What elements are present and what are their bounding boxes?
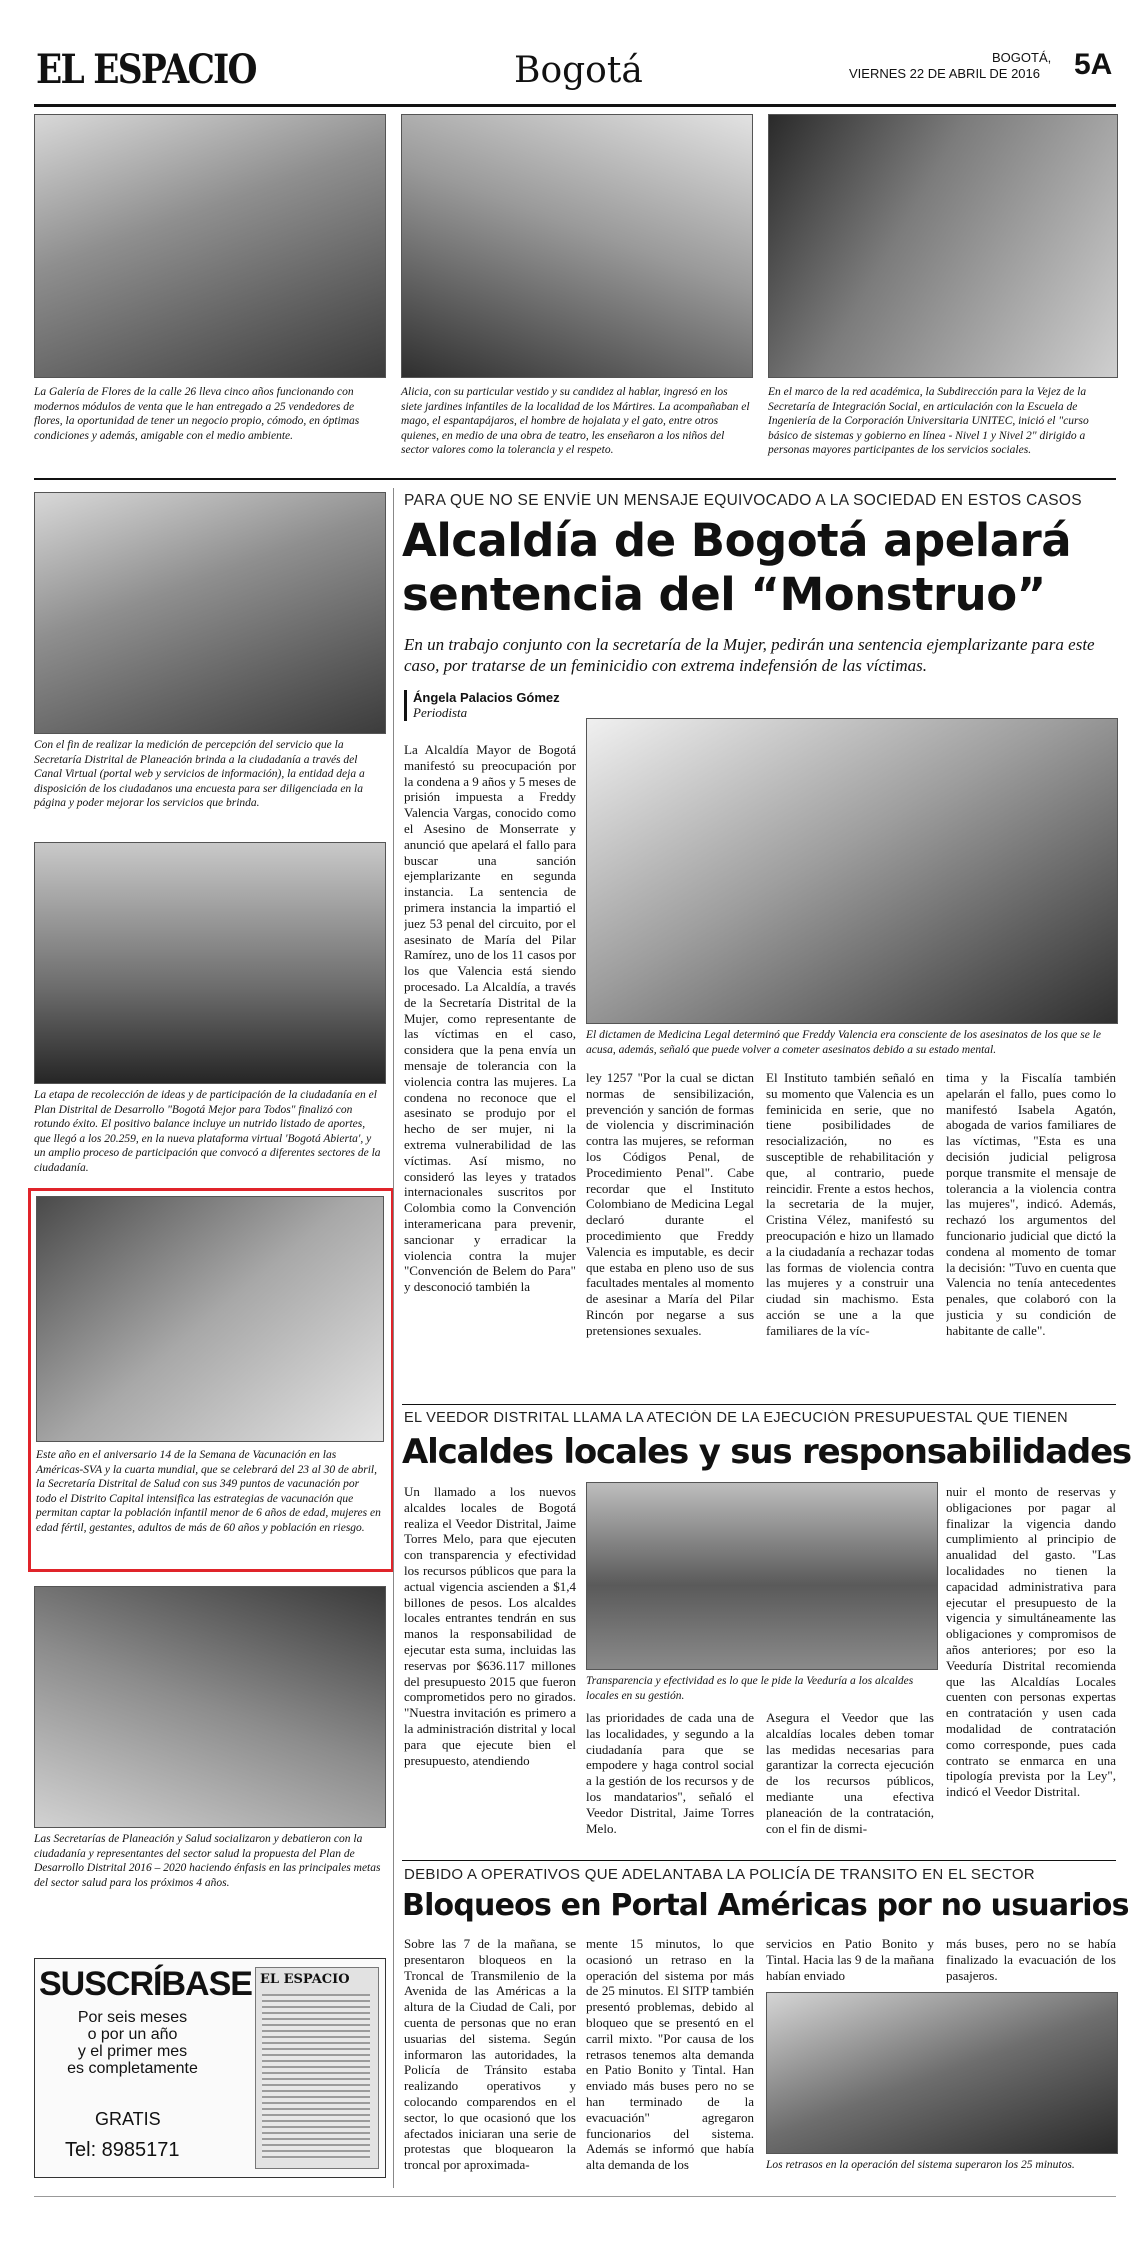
story2-column-1: Un llamado a los nuevos alcaldes locales de Bogotá realiza el Veedor Distrital, Jaime Torres Melo, para que ejecuten con transparencia y efectividad los recursos públicos que para la actual vigencia ascienden a $1,4 billones de pesos. Los alcaldes locales entrantes tendrán en sus manos la responsabilidad de ejecutar esta suma, incluidas las reservas por $636.117 millones del presupuesto 2015 que fueron comprometidos pero no girados. "Nuestra invitación es primero a la administración distrital y local para que ejecute bien el presupuesto, atendiendo [404, 1484, 576, 1768]
photo-caption: Transparencia y efectividad es lo que le pide la Veeduría a los alcaldes locales en su gestión. [586, 1675, 914, 1702]
photo-caption: En el marco de la red académica, la Subdirección para la Vejez de la Secretaría de Integración Social, en articulación con la Escuela de Ingeniería de la Corporación Universitaria UNITEC, inició el "curso básico de sistemas y gobierno en línea - Nivel 1 y Nivel 2" dirigido a personas mayores participantes de los servicios sociales. [768, 386, 1089, 456]
masthead [34, 40, 1116, 106]
photo-caption: El dictamen de Medicina Legal determinó que Freddy Valencia era consciente de los asesinatos de los que se le acusa, además, señaló que puede volver a cometer asesinatos debido a su estado mental. [586, 1029, 1102, 1056]
story2-headline: Alcaldes locales y sus responsabilidades [402, 1432, 1131, 1472]
vaccination-photo [36, 1196, 384, 1442]
subscription-ad[interactable] [34, 1958, 386, 2178]
computer-course-photo [768, 114, 1118, 378]
health-forum-photo [34, 1586, 386, 1828]
dateline-city: BOGOTÁ, [992, 50, 1052, 65]
photo-caption: La etapa de recolección de ideas y de participación de la ciudadanía en el Plan Distrital de Desarrollo "Bogotá Mejor para Todos" finalizó con rotundo éxito. El positivo balance incluye un nutrido listado de aportes, que llegó a los 20.259, en la nueva plataforma virtual 'Bogotá Abierta', y un amplio proceso de participación que convocó a diferentes sectores de la ciudadanía. [34, 1089, 381, 1174]
freddy-valencia-photo [586, 718, 1118, 1024]
thumbnail-masthead: EL ESPACIO [260, 1972, 350, 1987]
local-mayors-photo [586, 1482, 938, 1670]
planning-meeting-photo [34, 492, 386, 734]
photo-caption: Las Secretarías de Planeación y Salud socializaron y debatieron con la ciudadanía y representantes del sector salud la propuesta del Plan de Desarrollo Distrital 2016 – 2020 haciendo énfasis en las principales metas del sector salud para los próximos 4 años. [34, 1833, 381, 1889]
column-divider [393, 488, 394, 2188]
story1-column-3: El Instituto también señaló en su momento que Valencia es un feminicida en serie, que no tiene posibilidades de resocialización, no es susceptible de rehabilitación y que, al contrario, puede reincidir. Frente a estos hechos, la secretaria de la mujer, Cristina Vélez, manifestó su preocupación e hizo un llamado a la ciudadanía a rechazar todas las formas de violencia contra las mujeres y a construir una ciudad sin machismo. Esta acción se une a la que familiares de la víc- [766, 1070, 934, 1338]
story1-dek: En un trabajo conjunto con la secretaría de la Mujer, pedirán una sentencia ejemplarizante para este caso, por tratarse de un feminicidio con extrema indefensión de las víctimas. [404, 635, 1095, 675]
page-number: 5A [1074, 48, 1113, 81]
divider [402, 1860, 1116, 1861]
ad-phone: Tel: 8985171 [65, 2139, 180, 2161]
masthead-rule [34, 104, 1116, 107]
story2-kicker: EL VEEDOR DISTRITAL LLAMA LA ATECIÓN DE LA EJECUCIÓN PRESUPUESTAL QUE TIENEN [404, 1410, 1068, 1426]
photo-caption: Con el fin de realizar la medición de percepción del servicio que la Secretaría Distrital de Planeación brinda a la ciudadanía a través del Canal Virtual (portal web y servicios de información), la entidad deja a disposición de los ciudadanos una encuesta para ser diligenciada en la página y poder mejorar los servicios que brinda. [34, 739, 365, 809]
photo-caption: La Galería de Flores de la calle 26 lleva cinco años funcionando con modernos módulos de venta que le han entregado a 25 vendedores de flores, la oportunidad de tener un negocio propio, cómodo, en óptimas condiciones y además, amigable con el medio ambiente. [34, 386, 360, 442]
story1-column-1: La Alcaldía Mayor de Bogotá manifestó su preocupación por la condena a 9 años y 5 meses de prisión impuesta a Freddy Valencia Vargas, conocido como el Asesino de Monserrate y anunció que apelará el fallo para buscar una sanción ejemplarizante en segunda instancia. La sentencia de primera instancia la impartió el juez 53 penal del circuito, por el asesinato de María del Pilar Ramírez, uno de los 11 casos por los que Valencia está siendo procesado. La Alcaldía, a través de la Secretaría Distrital de la Mujer, como representante de las víctimas en el caso, considera que la pena envía un mensaje de tolerancia con la violencia contra las mujeres. La condena no reconoce que el asesinato se produjo por el hecho de ser mujer, ni la extrema vulnerabilidad de las víctimas. Así mismo, no consideró las leyes y tratados internacionales suscritos por Colombia como la Convención interamericana para prevenir, sancionar y erradicar la violencia contra la mujer "Convención de Belem do Para" y desconoció también la [404, 742, 576, 1295]
ad-title: SUSCRÍBASE [39, 1965, 252, 2003]
story1-kicker: PARA QUE NO SE ENVÍE UN MENSAJE EQUIVOCADO A LA SOCIEDAD EN ESTOS CASOS [404, 492, 1082, 509]
story1-headline-line2: sentencia del “Monstruo” [402, 568, 1046, 621]
photo-caption: Alicia, con su particular vestido y su candidez al hablar, ingresó en los siete jardines infantiles de la localidad de los Mártires. La acompañaban el mago, el espantapájaros, el hombre de hojalata y el gato, entre otros quienes, en medio de una obra de teatro, les enseñaron a los niños del sector valores como la tolerancia y el respeto. [401, 386, 750, 456]
ad-text: Por seis meses o por un año y el primer mes es completamente [67, 2009, 198, 2077]
story1-column-4: tima y la Fiscalía también apelarán el fallo, pues como lo manifestó Isabela Agatón, abogada de varios familiares de las víctimas, "Esta es una decisión judicial peligrosa porque transmite el mensaje de tolerancia a la violencia contra las mujeres", indicó. Además, rechazó los argumentos del funcionario judicial que dictó la condena al momento de tomar la decisión: "Tuvo en cuenta que Valencia no tenía antecedentes penales, que colaboró con la justicia y su condición de habitante de calle". [946, 1070, 1116, 1338]
story3-column-3: servicios en Patio Bonito y Tintal. Hacia las 9 de la mañana habían enviado [766, 1936, 934, 1983]
story3-kicker: DEBIDO A OPERATIVOS QUE ADELANTABA LA POLICÍA DE TRANSITO EN EL SECTOR [404, 1866, 1035, 1883]
paper-name: EL ESPACIO [36, 46, 256, 93]
author-role: Periodista [413, 705, 468, 720]
photo-caption: Este año en el aniversario 14 de la Semana de Vacunación en las Américas-SVA y la cuarta mundial, que se celebrará del 23 al 30 de abril, la Secretaría Distrital de Salud con sus 349 puntos de vacunación por todo el Distrito Capital intensifica las estrategias de vacunación que permitan captar la población infantil menor de 6 años de edad, mujeres en edad fértil, gestantes, adultos de más de 60 años y población en riesgo. [36, 1449, 381, 1534]
newspaper-thumbnail [255, 1967, 379, 2169]
citizen-participation-photo [34, 842, 386, 1084]
ad-free-label: GRATIS [95, 2109, 161, 2129]
story2-column-2: las prioridades de cada una de las localidades, y segundo a la ciudadanía para que se empodere y haga control social a la gestión de los recursos y de los mandatarios", señaló el Veedor Distrital, Jaime Torres Melo. [586, 1710, 754, 1836]
story2-column-3: Asegura el Veedor que las alcaldías locales deben tomar las medidas necesarias para garantizar la correcta ejecución de los recursos públicos, mediante una efectiva planeación de la contratación, con el fin de dismi- [766, 1710, 934, 1836]
story3-headline: Bloqueos en Portal Américas por no usuarios [402, 1888, 1129, 1923]
author-name: Ángela Palacios Gómez [413, 690, 560, 705]
bottom-rule [34, 2196, 1116, 2197]
thumbnail-page [262, 1994, 370, 2159]
divider [402, 1404, 1116, 1405]
story3-column-1: Sobre las 7 de la mañana, se presentaron bloqueos en la Troncal de Transmilenio de la Avenida de las Américas a la altura de la Ciudad de Cali, por cuenta de personas que no eran usuarias del sistema. Según informaron las autoridades, la Policía de Tránsito estaba realizando operativos y colocando comparendos en el sector, lo que ocasionó que los afectados iniciaran una serie de protestas que bloquearon la troncal por aproximada- [404, 1936, 576, 2173]
byline [404, 690, 560, 721]
section-title: Bogotá [514, 50, 643, 91]
story3-column-2: mente 15 minutos, lo que ocasionó un retraso en la operación del sistema por más de 25 minutos. El SITP también presentó problemas, debido al bloqueo que se presentó en el carril mixto. "Por causa de los retrasos tenemos alta demanda en Patio Bonito y Tintal. Han enviado más buses pero no se han terminado de la evacuación" agregaron funcionarios del sistema. Además se informó que había alta demanda de los [586, 1936, 754, 2173]
story1-headline: Alcaldía de Bogotá apelará [402, 514, 1072, 567]
flower-gallery-photo [34, 114, 386, 378]
dateline-date: VIERNES 22 DE ABRIL DE 2016 [849, 66, 1041, 81]
kindergarten-theater-photo [401, 114, 753, 378]
divider [34, 478, 1116, 480]
story2-column-4: nuir el monto de reservas y obligaciones por pagar al finalizar la vigencia dando cumplimiento al principio de anualidad del gasto. "Las localidades no tienen la capacidad administrativa para ejecutar el presupuesto de la vigencia y simultáneamente las obligaciones y compromisos de años anteriores; por eso la Veeduría Distrital recomienda que las Alcaldías Locales cuenten con personas expertas en contratación y usen cada modalidad de contratación como corresponde, pues cada contrato se enmarca en una tipología prevista por la Ley", indicó el Veedor Distrital. [946, 1484, 1116, 1800]
story1-column-2: ley 1257 "Por la cual se dictan normas de sensibilización, prevención y sanción de formas de violencia y discriminación contra las mujeres, se reforman los Códigos Penal, de Procedimiento Penal". Cabe recordar que el Instituto Colombiano de Medicina Legal declaró durante el procedimiento que Freddy Valencia es imputable, es decir que estaba en pleno uso de sus facultades mentales al momento de asesinar a María del Pilar Rincón por negarse a sus pretensiones sexuales. [586, 1070, 754, 1338]
portal-americas-photo [766, 1992, 1118, 2154]
photo-caption: Los retrasos en la operación del sistema superaron los 25 minutos. [766, 2159, 1075, 2171]
story3-column-4: más buses, pero no se había finalizado la evacuación de los pasajeros. [946, 1936, 1116, 1983]
